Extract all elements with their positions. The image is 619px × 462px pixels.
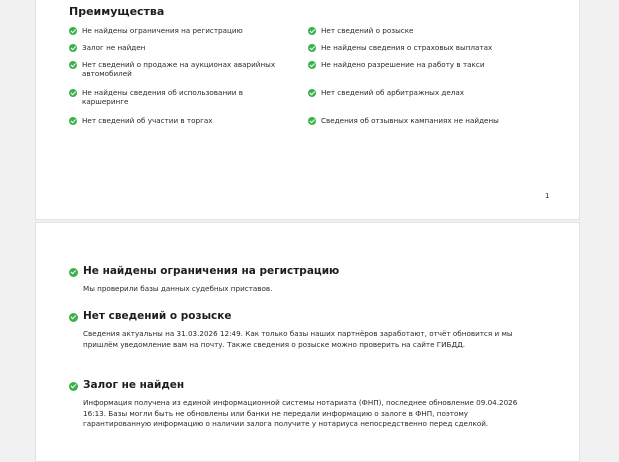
check-icon [308, 61, 316, 69]
check-icon [308, 117, 316, 125]
check-icon [69, 89, 77, 97]
advantage-item: Нет сведений об участии в торгах [69, 116, 312, 125]
section-title: Залог не найден [69, 379, 184, 391]
page-number: 1 [545, 192, 550, 200]
section-title: Не найдены ограничения на регистрацию [69, 265, 339, 277]
section-title: Нет сведений о розыске [69, 310, 232, 322]
check-icon [69, 268, 78, 277]
advantage-item: Не найдено разрешение на работу в такси [308, 60, 561, 69]
advantage-item: Нет сведений об арбитражных делах [308, 88, 561, 97]
check-icon [308, 89, 316, 97]
check-icon [69, 44, 77, 52]
check-icon [69, 61, 77, 69]
check-icon [69, 117, 77, 125]
advantage-item: Сведения об отзывных кампаниях не найдены [308, 116, 561, 125]
report-page-1 [35, 0, 580, 220]
advantage-item: Нет сведений о розыске [308, 26, 561, 35]
check-icon [308, 27, 316, 35]
section-body: Мы проверили базы данных судебных приставов. [83, 284, 273, 293]
advantage-item: Нет сведений о продаже на аукционах аварийных автомобилей [69, 60, 302, 78]
check-icon [308, 44, 316, 52]
check-icon [69, 27, 77, 35]
advantage-item: Не найдены сведения о страховых выплатах [308, 43, 561, 52]
advantage-item: Не найдены ограничения на регистрацию [69, 26, 312, 35]
check-icon [69, 382, 78, 391]
advantages-title: Преимущества [69, 5, 165, 18]
advantage-item: Не найдены сведения об использовании в каршеринге [69, 88, 262, 106]
advantage-item: Залог не найден [69, 43, 312, 52]
section-body: Информация получена из единой информационной системы нотариата (ФНП), последнее обновление 09.04.2026 16:13. Базы могли быть не обновлены или банки не передали информацию о залоге в ФНП, поэтому гарантированную информацию о наличии залога получите у нотариуса непосредственно перед сделкой. [83, 398, 518, 429]
section-body: Сведения актуальны на 31.03.2026 12:49. Как только базы наших партнёров заработают, отчёт обновится и мы пришлём уведомление вам на почту. Также сведения о розыске можно проверить на сайте ГИБДД. [83, 329, 513, 349]
check-icon [69, 313, 78, 322]
report-page-2 [35, 222, 580, 462]
